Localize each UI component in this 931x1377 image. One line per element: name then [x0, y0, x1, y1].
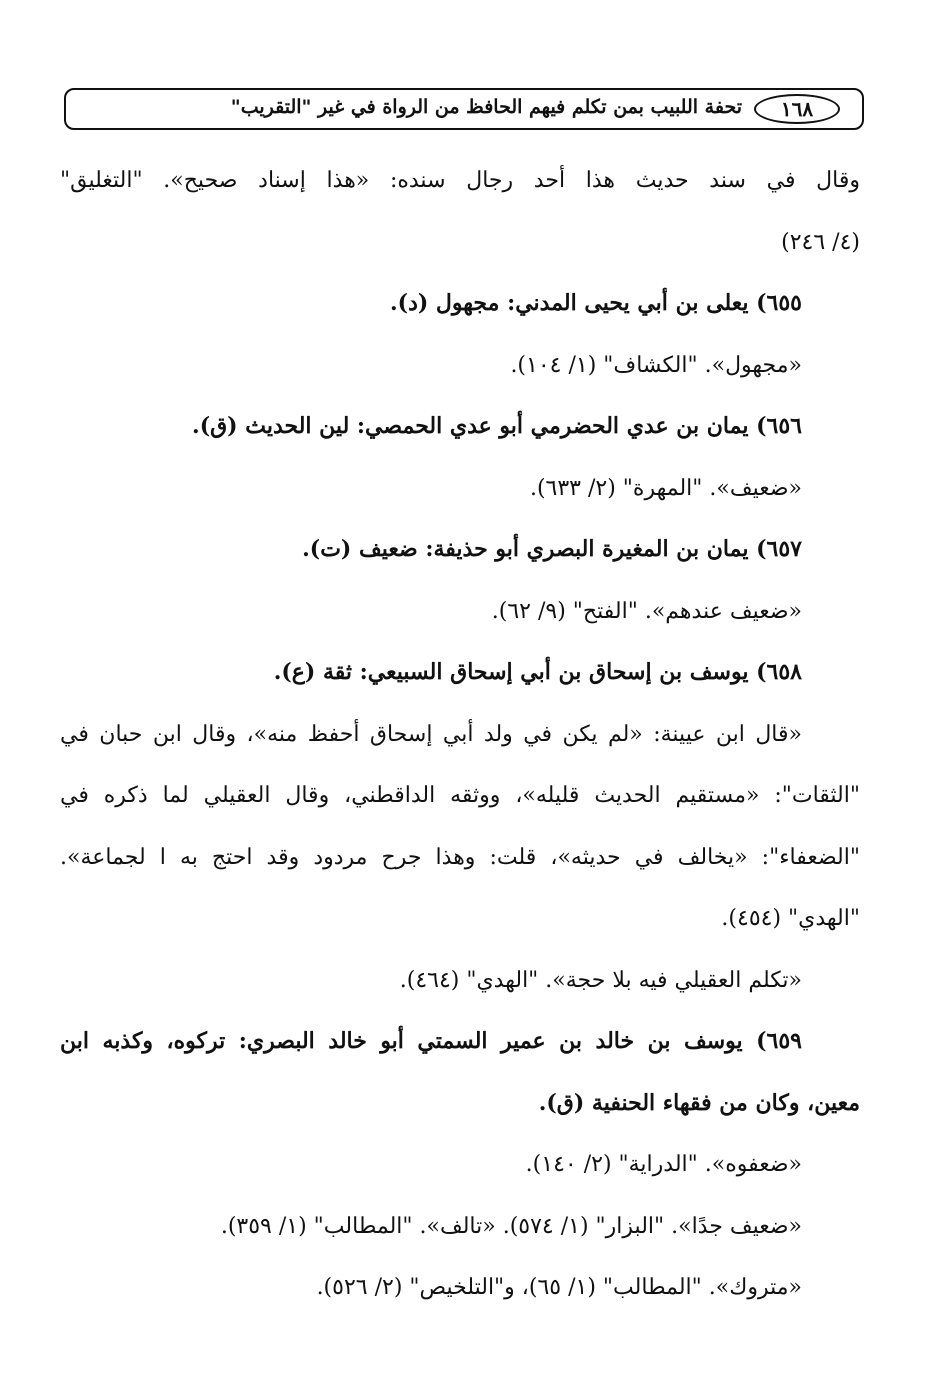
- text-line: ٦٥٨) يوسف بن إسحاق بن أبي إسحاق السبيعي: ثقة (ع).: [273, 659, 802, 685]
- text-line: «قال ابن عيينة: «لم يكن في ولد أبي إسحاق أحفظ منه»، وقال ابن حبان في: [60, 721, 802, 747]
- page-body: [60, 150, 860, 1319]
- text-line: "الهدي" (٤٥٤).: [721, 906, 860, 931]
- text-line: «ضعيف عندهم». "الفتح" (٩/ ٦٢).: [491, 598, 802, 624]
- text-line: ٦٥٩) يوسف بن خالد بن عمير السمتي أبو خالد البصري: تركوه، وكذبه ابن: [60, 1028, 802, 1054]
- text-line: «متروك». "المطالب" (١/ ٦٥)، و"التلخيص" (٢/ ٥٢٦).: [316, 1275, 802, 1300]
- page-number-badge: ١٦٨: [754, 94, 840, 124]
- book-title: تحفة اللبيب بمن تكلم فيهم الحافظ من الرواة في غير "التقريب": [230, 96, 742, 118]
- text-line: ٦٥٦) يمان بن عدي الحضرمي أبو عدي الحمصي: لين الحديث (ق).: [192, 413, 802, 439]
- text-line: «تكلم العقيلي فيه بلا حجة». "الهدي" (٤٦٤).: [399, 967, 802, 993]
- text-line: معين، وكان من فقهاء الحنفية (ق).: [538, 1089, 860, 1116]
- text-line: "الضعفاء": «يخالف في حديثه»، قلت: وهذا جرح مردود وقد احتج به ا لجماعة».: [60, 844, 860, 870]
- running-header: [64, 88, 864, 130]
- text-line: ٦٥٥) يعلى بن أبي يحيى المدني: مجهول (د).: [390, 290, 802, 316]
- text-line: "الثقات": «مستقيم الحديث قليله»، ووثقه الداقطني، وقال العقيلي لما ذكره في: [60, 783, 860, 808]
- text-line: وقال في سند حديث هذا أحد رجال سنده: «هذا إسناد صحيح». "التغليق": [60, 168, 860, 193]
- text-line: «ضعيف». "المهرة" (٢/ ٦٣٣).: [529, 475, 802, 501]
- text-line: «ضعيف جدًا». "البزار" (١/ ٥٧٤). «تالف». "المطالب" (١/ ٣٥٩).: [220, 1213, 802, 1239]
- text-line: ٦٥٧) يمان بن المغيرة البصري أبو حذيفة: ضعيف (ت).: [302, 536, 802, 562]
- text-line: «ضعفوه». "الدراية" (٢/ ١٤٠).: [525, 1152, 802, 1177]
- text-line: «مجهول». "الكشاف" (١/ ١٠٤).: [510, 352, 802, 378]
- text-line: (٤/ ٢٤٦): [781, 229, 860, 255]
